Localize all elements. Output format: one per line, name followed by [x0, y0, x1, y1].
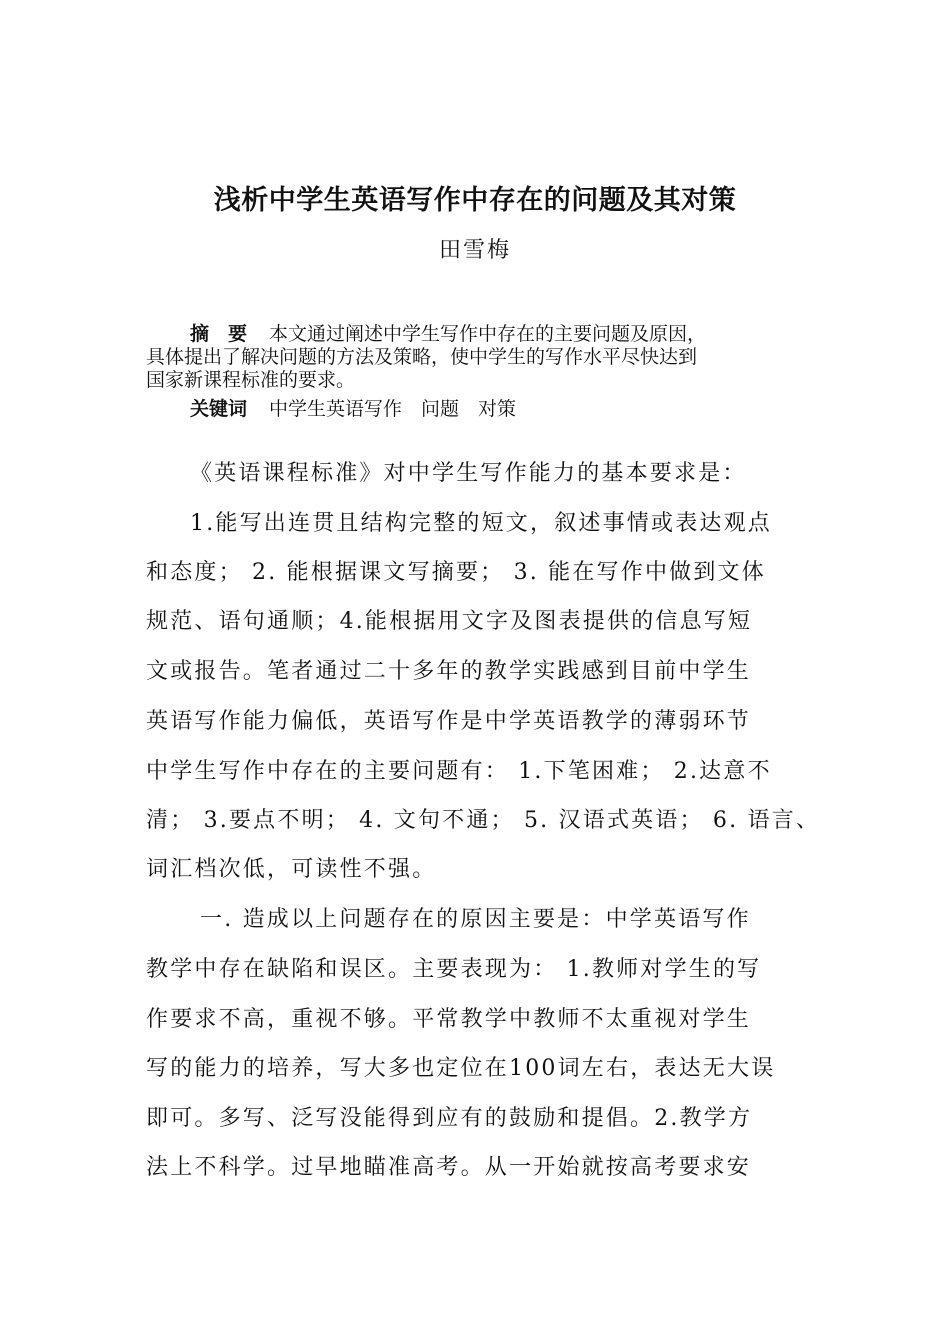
- abstract-label: 摘 要: [190, 323, 248, 345]
- abstract-text-1: 本文通过阐述中学生写作中存在的主要问题及原因，: [269, 323, 707, 345]
- body-line: 一. 造成以上问题存在的原因主要是：中学英语写作: [200, 907, 751, 932]
- body-line: 《英语课程标准》对中学生写作能力的基本要求是：: [190, 461, 747, 486]
- body-line: 词汇档次低，可读性不强。: [146, 857, 437, 882]
- abstract-line-1: [146, 323, 816, 346]
- body-line: 文或报告。笔者通过二十多年的教学实践感到目前中学生: [146, 659, 752, 684]
- keywords-line: [146, 398, 816, 421]
- body-line: 写的能力的培养，写大多也定位在100词左右，表达无大误: [146, 1056, 776, 1081]
- body-line: 作要求不高，重视不够。平常教学中教师不太重视对学生: [146, 1007, 752, 1032]
- keywords-label: 关键词: [190, 398, 248, 420]
- body-line: 即可。多写、泛写没能得到应有的鼓励和提倡。2.教学方: [146, 1106, 753, 1131]
- body-line: 和态度； 2. 能根据课文写摘要； 3. 能在写作中做到文体: [146, 560, 766, 585]
- body-line: 法上不科学。过早地瞄准高考。从一开始就按高考要求安: [146, 1155, 752, 1180]
- document-title: 浅析中学生英语写作中存在的问题及其对策: [213, 185, 737, 216]
- body-line: 教学中存在缺陷和误区。主要表现为： 1.教师对学生的写: [146, 957, 762, 982]
- body-line: 中学生写作中存在的主要问题有： 1.下笔困难； 2.达意不: [146, 759, 772, 784]
- body-line: 英语写作能力偏低，英语写作是中学英语教学的薄弱环节: [146, 709, 752, 734]
- body-line: 1.能写出连贯且结构完整的短文，叙述事情或表达观点: [190, 511, 772, 536]
- author-name: 田雪梅: [438, 238, 511, 263]
- abstract-line-3: 国家新课程标准的要求。: [146, 369, 356, 391]
- body-line: 清； 3.要点不明； 4. 文句不通； 5. 汉语式英语； 6. 语言、: [146, 808, 821, 833]
- keywords-text: 中学生英语写作 问题 对策: [269, 398, 517, 420]
- body-line: 规范、语句通顺；4.能根据用文字及图表提供的信息写短: [146, 609, 753, 634]
- abstract-line-2: 具体提出了解决问题的方法及策略，使中学生的写作水平尽快达到: [146, 346, 698, 368]
